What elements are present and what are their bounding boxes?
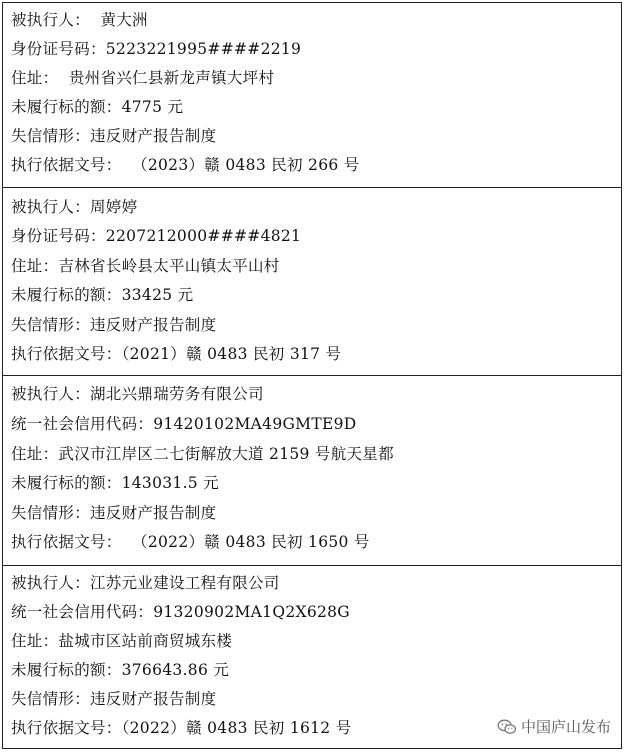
record-line: 失信情形：违反财产报告制度: [11, 316, 217, 334]
record-line: 失信情形：违反财产报告制度: [11, 504, 217, 522]
record-line: 未履行标的额：4775 元: [11, 98, 184, 116]
record-line: 统一社会信用代码：91420102MA49GMTE9D: [11, 415, 357, 433]
wechat-icon: [497, 719, 517, 735]
record-1: [3, 3, 621, 188]
record-line: 身份证号码：2207212000####4821: [11, 227, 302, 245]
record-line: 住址：武汉市江岸区二七街解放大道 2159 号航天星都: [11, 445, 394, 463]
records-table: [2, 2, 622, 749]
record-line: 住址：吉林省长岭县太平山镇太平山村: [11, 257, 280, 275]
record-line: 身份证号码：5223221995####2219: [11, 40, 302, 58]
watermark: [497, 716, 611, 737]
record-3: [3, 376, 621, 566]
record-line: 失信情形：违反财产报告制度: [11, 690, 217, 708]
record-line: 未履行标的额：376643.86 元: [11, 661, 230, 679]
record-2: [3, 188, 621, 376]
record-line: 未履行标的额：33425 元: [11, 286, 194, 304]
record-line: 住址：盐城市区站前商贸城东楼: [11, 632, 233, 650]
watermark-text: 中国庐山发布: [520, 718, 611, 736]
record-line: 统一社会信用代码：91320902MA1Q2X628G: [11, 603, 350, 621]
record-line: 执行依据文号：（2021）赣 0483 民初 317 号: [11, 345, 342, 363]
record-line: 未履行标的额：143031.5 元: [11, 474, 219, 492]
record-line: 被执行人： 黄大洲: [11, 11, 148, 29]
record-line: 被执行人：周婷婷: [11, 198, 138, 216]
record-line: 执行依据文号：（2022）赣 0483 民初 1612 号: [11, 719, 352, 737]
record-line: 执行依据文号： （2023）赣 0483 民初 266 号: [11, 156, 360, 174]
record-line: 被执行人：江苏元业建设工程有限公司: [11, 574, 280, 592]
record-line: 住址： 贵州省兴仁县新龙声镇大坪村: [11, 69, 275, 87]
record-line: 被执行人：湖北兴鼎瑞劳务有限公司: [11, 385, 264, 403]
record-line: 执行依据文号： （2022）赣 0483 民初 1650 号: [11, 533, 370, 551]
record-line: 失信情形：违反财产报告制度: [11, 127, 217, 145]
